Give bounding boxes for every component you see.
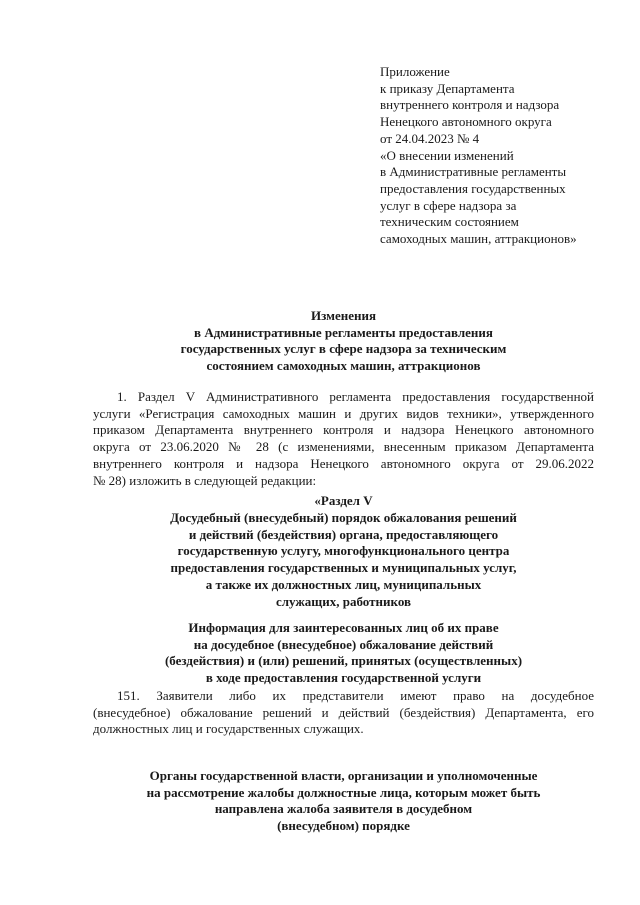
paragraph-line: (внесудебное) обжалование решений и действий (бездействия) Департамента, его (93, 704, 594, 720)
section-heading-line: а также их должностных лиц, муниципальных (205, 576, 482, 592)
paragraph-line: 1. Раздел V Административного регламента предоставления государственной (117, 389, 594, 404)
organs-heading-line: направлена жалоба заявителя в досудебном (214, 801, 473, 817)
info-heading-line: Информация для заинтересованных лиц об их праве (188, 620, 499, 635)
appendix-line: самоходных машин, аттракционов» (380, 231, 577, 247)
title-line: состоянием самоходных машин, аттракционов (206, 357, 481, 373)
appendix-line: техническим состоянием (380, 214, 519, 230)
organs-heading-line: на рассмотрение жалобы должностные лица, которым может быть (146, 784, 541, 800)
paragraph-line: 151. Заявители либо их представители имеют право на досудебное (117, 688, 594, 703)
paragraph-151 (93, 688, 594, 738)
info-heading-line: в ходе предоставления государственной услуги (205, 670, 482, 686)
appendix-line: Ненецкого автономного округа (380, 114, 552, 130)
organs-heading-line: (внесудебном) порядке (277, 818, 410, 834)
appendix-line: Приложение (380, 64, 450, 79)
info-heading (93, 620, 594, 687)
appendix-line: «О внесении изменений (380, 147, 514, 163)
appendix-line: от 24.04.2023 № 4 (380, 130, 480, 146)
section-heading-line: и действий (бездействия) органа, предоставляющего (188, 526, 499, 542)
paragraph-line: внутреннего контроля и надзора Ненецкого автономного округа от 29.06.2022 (93, 455, 594, 471)
section-heading-line: служащих, работников (275, 593, 412, 609)
appendix-line: внутреннего контроля и надзора (380, 97, 560, 113)
appendix-block (380, 64, 630, 248)
section-heading-line: предоставления государственных и муниципальных услуг, (170, 560, 517, 576)
paragraph-1 (93, 389, 594, 489)
section-heading-line: Досудебный (внесудебный) порядок обжалования решений (170, 509, 517, 525)
paragraph-line: № 28) изложить в следующей редакции: (93, 472, 317, 488)
document-title (93, 308, 594, 374)
paragraph-line: должностных лиц и государственных служащих. (93, 721, 364, 737)
section-heading-line: «Раздел V (314, 493, 373, 508)
title-line: в Административные регламенты предоставления (194, 324, 493, 340)
appendix-line: к приказу Департамента (380, 80, 515, 96)
paragraph-line: услуги «Регистрация самоходных машин и других видов техники», утвержденного (93, 405, 594, 421)
title-line: Изменения (310, 308, 377, 323)
section-heading-line: государственную услугу, многофункционального центра (177, 543, 510, 559)
info-heading-line: на досудебное (внесудебное) обжалование действий (193, 636, 494, 652)
paragraph-line: округа от 23.06.2020 № 28 (с изменениями, внесенным приказом Департамента (93, 439, 594, 455)
info-heading-line: (бездействия) и (или) решений, принятых (осуществленных) (164, 653, 523, 669)
appendix-line: услуг в сфере надзора за (380, 197, 517, 213)
organs-heading-line: Органы государственной власти, организации и уполномоченные (149, 768, 538, 783)
section-v-heading (93, 493, 594, 611)
organs-heading (93, 768, 594, 835)
appendix-line: в Административные регламенты (380, 164, 567, 180)
title-line: государственных услуг в сфере надзора за техническим (180, 341, 507, 356)
appendix-line: предоставления государственных (380, 180, 566, 196)
paragraph-line: приказом Департамента внутреннего контроля и надзора Ненецкого автономного (93, 422, 594, 438)
